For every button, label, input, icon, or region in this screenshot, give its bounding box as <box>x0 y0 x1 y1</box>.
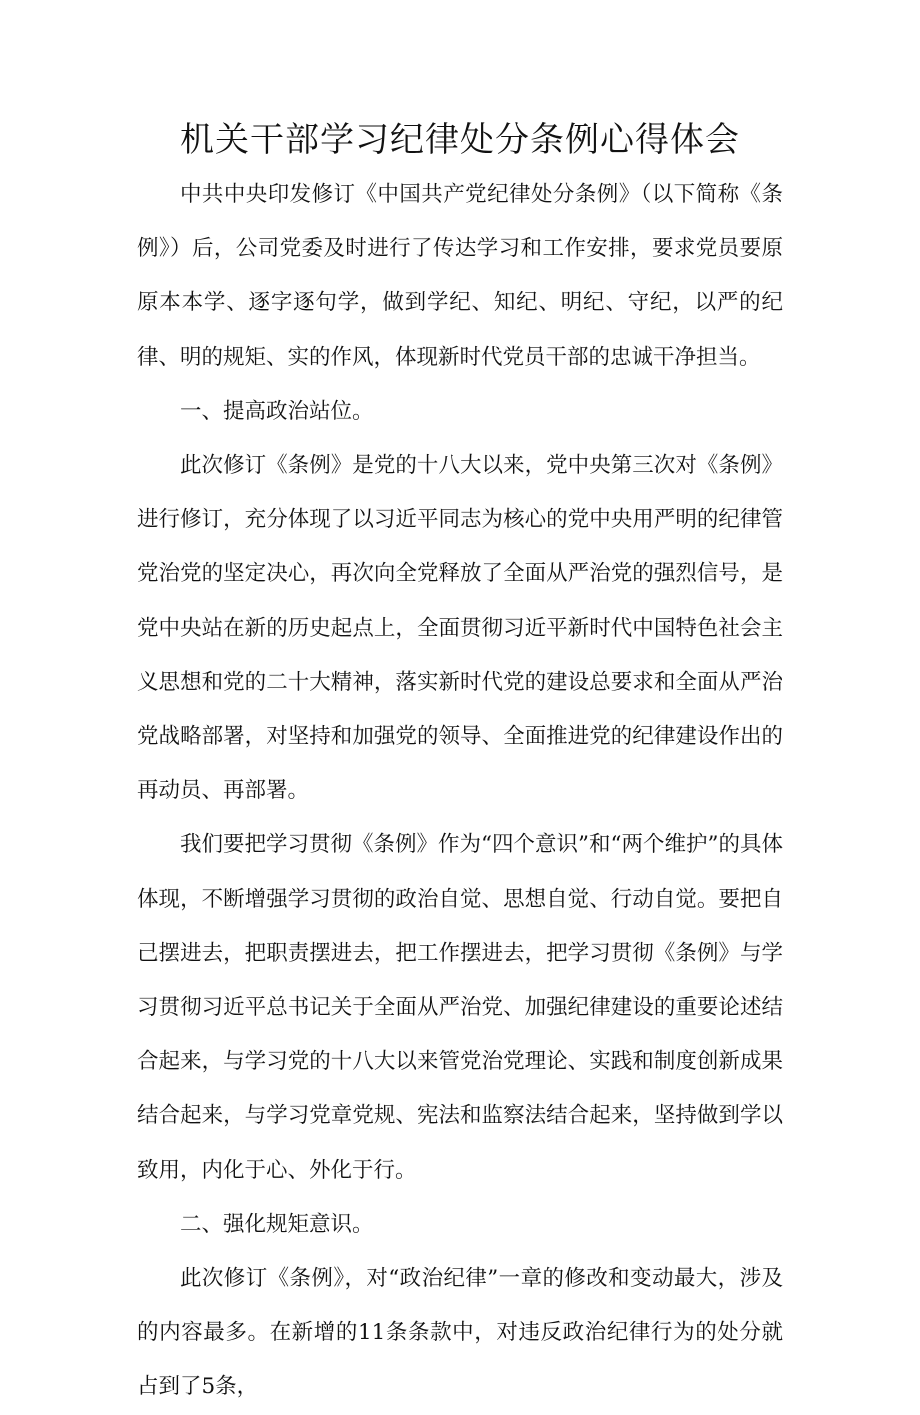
paragraph-section-1-b: 我们要把学习贯彻《条例》作为“四个意识”和“两个维护”的具体体现，不断增强学习贯彻的政治自觉、思想自觉、行动自觉。要把自己摆进去，把职责摆进去，把工作摆进去，把学习贯彻《条例》与学习贯彻习近平总书记关于全面从严治党、加强纪律建设的重要论述结合起来，与学习党的十八大以来管党治党理论、实践和制度创新成果结合起来，与学习党章党规、宪法和监察法结合起来，坚持做到学以致用，内化于心、外化于行。 <box>137 832 783 1183</box>
section-heading-2: 二、强化规矩意识。 <box>180 1211 374 1237</box>
document-body <box>137 168 783 1415</box>
section-heading-1: 一、提高政治站位。 <box>180 398 374 424</box>
document-title: 机关干部学习纪律处分条例心得体会 <box>180 120 740 160</box>
paragraph-section-1-a: 此次修订《条例》是党的十八大以来，党中央第三次对《条例》进行修订，充分体现了以习近平同志为核心的党中央用严明的纪律管党治党的坚定决心，再次向全党释放了全面从严治党的强烈信号，是党中央站在新的历史起点上，全面贯彻习近平新时代中国特色社会主义思想和党的二十大精神，落实新时代党的建设总要求和全面从严治党战略部署，对坚持和加强党的领导、全面推进党的纪律建设作出的再动员、再部署。 <box>137 453 783 804</box>
paragraph-intro: 中共中央印发修订《中国共产党纪律处分条例》（以下简称《条例》）后，公司党委及时进行了传达学习和工作安排，要求党员要原原本本学、逐字逐句学，做到学纪、知纪、明纪、守纪，以严的纪律、明的规矩、实的作风，体现新时代党员干部的忠诚干净担当。 <box>137 182 783 370</box>
paragraph-section-2-a: 此次修订《条例》，对“政治纪律”一章的修改和变动最大，涉及的内容最多。在新增的11条条款中，对违反政治纪律行为的处分就占到了5条， <box>137 1266 783 1400</box>
